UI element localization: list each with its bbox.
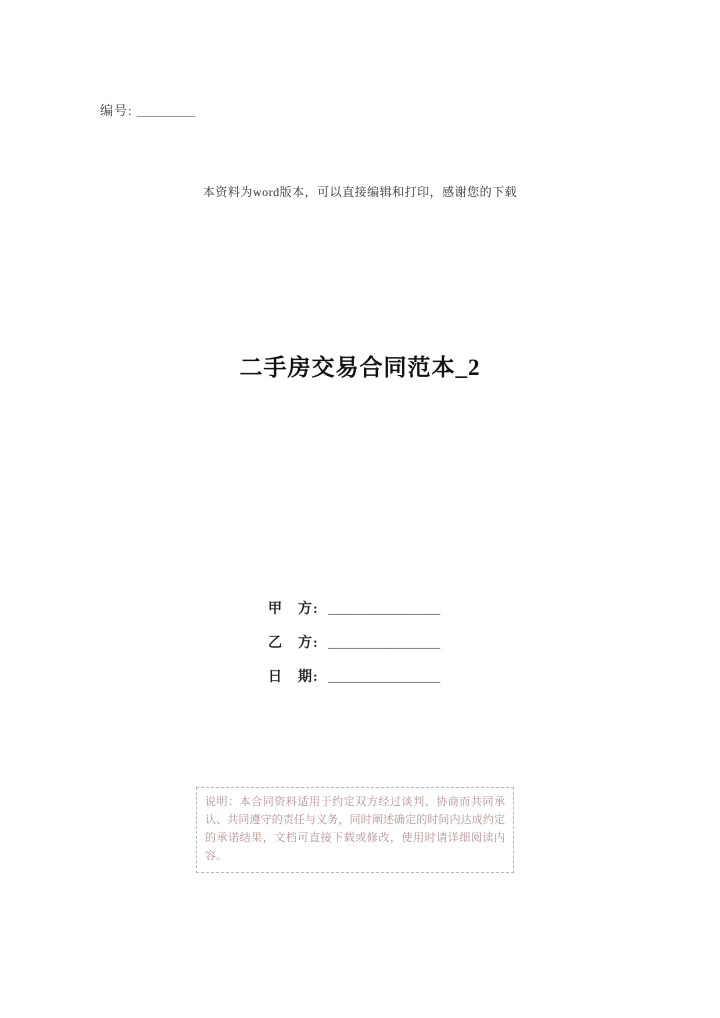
party-b-label: 乙 方: bbox=[268, 636, 319, 651]
doc-number-row bbox=[100, 100, 195, 119]
party-a-blank-line: ________________ bbox=[328, 602, 441, 617]
party-b-blank-line: ________________ bbox=[328, 636, 441, 651]
date-blank-line: ________________ bbox=[328, 670, 441, 685]
word-version-notice: 本资料为word版本，可以直接编辑和打印，感谢您的下载 bbox=[202, 185, 518, 199]
date-row bbox=[268, 666, 440, 700]
party-a-row bbox=[268, 598, 440, 632]
party-b-row bbox=[268, 632, 440, 666]
footer-note-text: 说明：本合同资料适用于约定双方经过谈判、协商而共同承认、共同遵守的责任与义务，同时阐述确定的时间内达成约定的承诺结果，文档可直接下载或修改，使用时请详细阅读内容。 bbox=[205, 796, 505, 862]
footer-note-box bbox=[196, 787, 514, 873]
doc-number-blank-line: _________ bbox=[136, 103, 196, 118]
party-a-label: 甲 方: bbox=[268, 602, 319, 617]
party-fill-in-block bbox=[268, 598, 440, 700]
document-title: 二手房交易合同范本_2 bbox=[239, 355, 481, 380]
doc-number-label: 编号: bbox=[100, 103, 133, 118]
date-label: 日 期: bbox=[268, 670, 319, 685]
